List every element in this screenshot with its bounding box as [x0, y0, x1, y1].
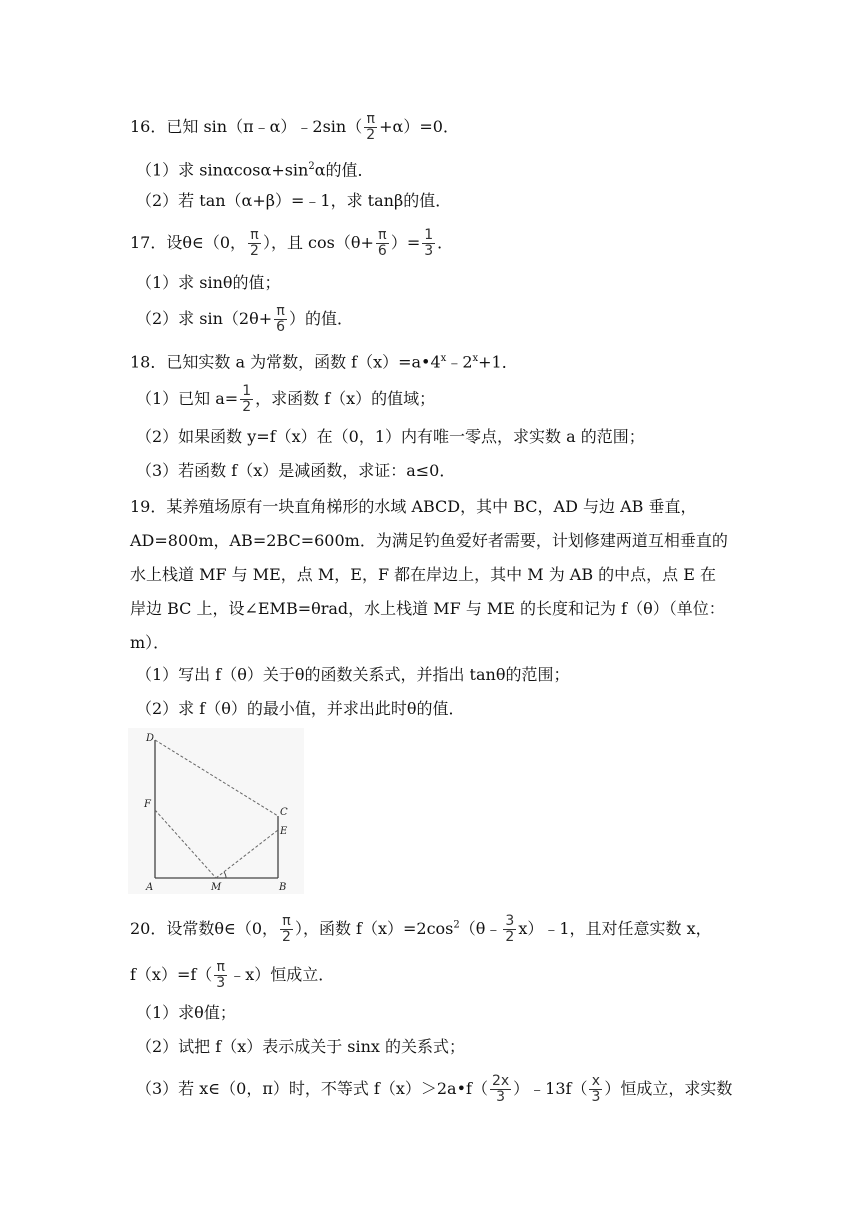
p17-text-a: 17．设θ∈（0， [130, 233, 247, 252]
p16-q1-a: （1）求 sinαcosα+sin [136, 160, 309, 180]
frac-num: π [276, 303, 285, 319]
problem-20-line2 [130, 960, 334, 991]
problem-16-stem [130, 112, 459, 143]
frac-num: 1 [424, 227, 434, 243]
frac-den: 3 [216, 975, 226, 991]
problem-18-stem [130, 348, 518, 373]
p16-text-a: 16．已知 sin（π﹣α）﹣2sin（ [130, 117, 363, 136]
frac-den: 3 [424, 243, 434, 259]
p20-q2: （2）试把 f（x）表示成关于 sinx 的关系式； [136, 1037, 466, 1056]
problem-18-q1 [136, 384, 435, 415]
problem-19-stem: 19．某养殖场原有一块直角梯形的水域 ABCD，其中 BC，AD 与边 AB 垂直，AD=800m，AB=2BC=600m．为满足钓鱼爱好者需要，计划修建两道互相垂直的水上栈道 MF 与 ME，点 M，E，F 都在岸边上，其中 M 为 AB 的中点，点 E 在岸边 BC 上，设∠EMB=θrad，水上栈道 MF 与 ME 的长度和记为 f（θ）（单位：m）． [130, 497, 728, 652]
p16-q2: （2）若 tan（α+β）=﹣1，求 tanβ的值． [136, 191, 452, 210]
fraction [240, 384, 253, 415]
edge-dc [155, 740, 278, 816]
label-e: E [280, 826, 288, 837]
fraction [589, 1074, 602, 1105]
problem-19-q1 [136, 664, 569, 686]
problem-20-q3 [136, 1074, 732, 1105]
fraction [364, 112, 377, 143]
p20-q3-b: ）﹣13f（ [513, 1079, 588, 1098]
fraction [214, 960, 227, 991]
p20-q3-a: （3）若 x∈（0，π）时，不等式 f（x）＞2a•f（ [136, 1079, 488, 1098]
fraction [376, 228, 389, 259]
label-f: F [144, 799, 151, 810]
p17-text-d: ． [437, 233, 454, 252]
frac-den: 2 [250, 243, 259, 259]
fraction [503, 914, 516, 945]
p18-q2: （2）如果函数 y=f（x）在（0，1）内有唯一零点，求实数 a 的范围； [136, 427, 645, 446]
problem-18-q3 [136, 460, 455, 482]
trapezoid-diagram [128, 728, 304, 894]
p17-text-c: ）= [390, 233, 421, 252]
fraction [490, 1074, 511, 1105]
frac-num: π [366, 111, 375, 127]
fraction [422, 228, 435, 259]
problem-16-q1 [136, 156, 374, 181]
frac-den: 3 [490, 1089, 511, 1105]
problem-20-q1 [136, 1002, 236, 1024]
p18-q3: （3）若函数 f（x）是减函数，求证：a≤0． [136, 461, 456, 480]
frac-den: 2 [242, 399, 252, 415]
p17-q2-a: （2）求 sin（2θ+ [136, 309, 273, 328]
segment-mf [155, 810, 216, 878]
problem-17-q1 [136, 272, 281, 294]
angle-mark [224, 872, 226, 878]
p18-text-c: +1． [478, 352, 518, 372]
frac-den: 6 [377, 243, 387, 259]
frac-num: x [591, 1073, 601, 1089]
trapezoid-figure [128, 728, 304, 894]
p20-line2-a: f（x）=f（ [130, 965, 213, 984]
problem-20-stem [130, 914, 712, 945]
superscript: 2 [453, 919, 460, 931]
p19-q1: （1）写出 f（θ）关于θ的函数关系式，并指出 tanθ的范围； [136, 665, 570, 684]
p17-q2-b: ）的值． [289, 309, 354, 328]
frac-num: π [282, 913, 291, 929]
p17-text-b: ），且 cos（θ+ [262, 233, 374, 252]
fraction [248, 228, 261, 259]
p18-text-a: 18．已知实数 a 为常数，函数 f（x）=a•4 [130, 352, 441, 372]
frac-den: 2 [282, 929, 291, 945]
p19-q2: （2）求 f（θ）的最小值，并求出此时θ的值． [136, 699, 465, 718]
problem-19-q2 [136, 698, 464, 720]
p20-text-b: ），函数 f（x）=2cos [294, 919, 454, 938]
p18-text-b: ﹣2 [446, 352, 473, 372]
p20-line2-b: ﹣x）恒成立． [229, 965, 335, 984]
frac-den: 6 [276, 319, 286, 335]
problem-18-q2 [136, 426, 645, 448]
label-d: D [146, 733, 155, 744]
frac-num: 2x [491, 1073, 510, 1089]
p20-text-d: x）﹣1，且对任意实数 x， [518, 919, 712, 938]
superscript: x [472, 353, 479, 364]
frac-den: 3 [591, 1089, 601, 1105]
frac-num: π [216, 959, 225, 975]
segment-me [216, 830, 278, 878]
frac-num: 1 [242, 383, 252, 399]
p17-q1: （1）求 sinθ的值； [136, 273, 281, 292]
label-a: A [146, 882, 154, 893]
p20-text-c: （θ﹣ [459, 919, 502, 938]
fraction [280, 914, 293, 945]
problem-20-q2 [136, 1036, 465, 1058]
p18-q1-b: ，求函数 f（x）的值域； [255, 389, 436, 408]
superscript: 2 [308, 161, 315, 172]
frac-num: π [250, 227, 259, 243]
p16-q1-b: α的值． [314, 160, 374, 180]
problem-16-q2 [136, 190, 451, 212]
p20-q3-c: ）恒成立，求实数 [604, 1079, 733, 1098]
p18-q1-a: （1）已知 a= [136, 389, 239, 408]
frac-num: π [378, 227, 387, 243]
fraction [274, 304, 287, 335]
problem-17-stem [130, 228, 453, 259]
frac-den: 2 [505, 929, 515, 945]
problem-17-q2 [136, 304, 353, 335]
frac-num: 3 [505, 913, 515, 929]
superscript: x [440, 353, 447, 364]
label-b: B [279, 882, 287, 893]
label-c: C [280, 807, 288, 818]
label-m: M [211, 882, 222, 893]
p20-text-a: 20．设常数θ∈（0， [130, 919, 279, 938]
p16-text-b: +α）=0． [379, 117, 459, 136]
p20-q1: （1）求θ值； [136, 1003, 236, 1022]
frac-den: 2 [366, 127, 376, 143]
